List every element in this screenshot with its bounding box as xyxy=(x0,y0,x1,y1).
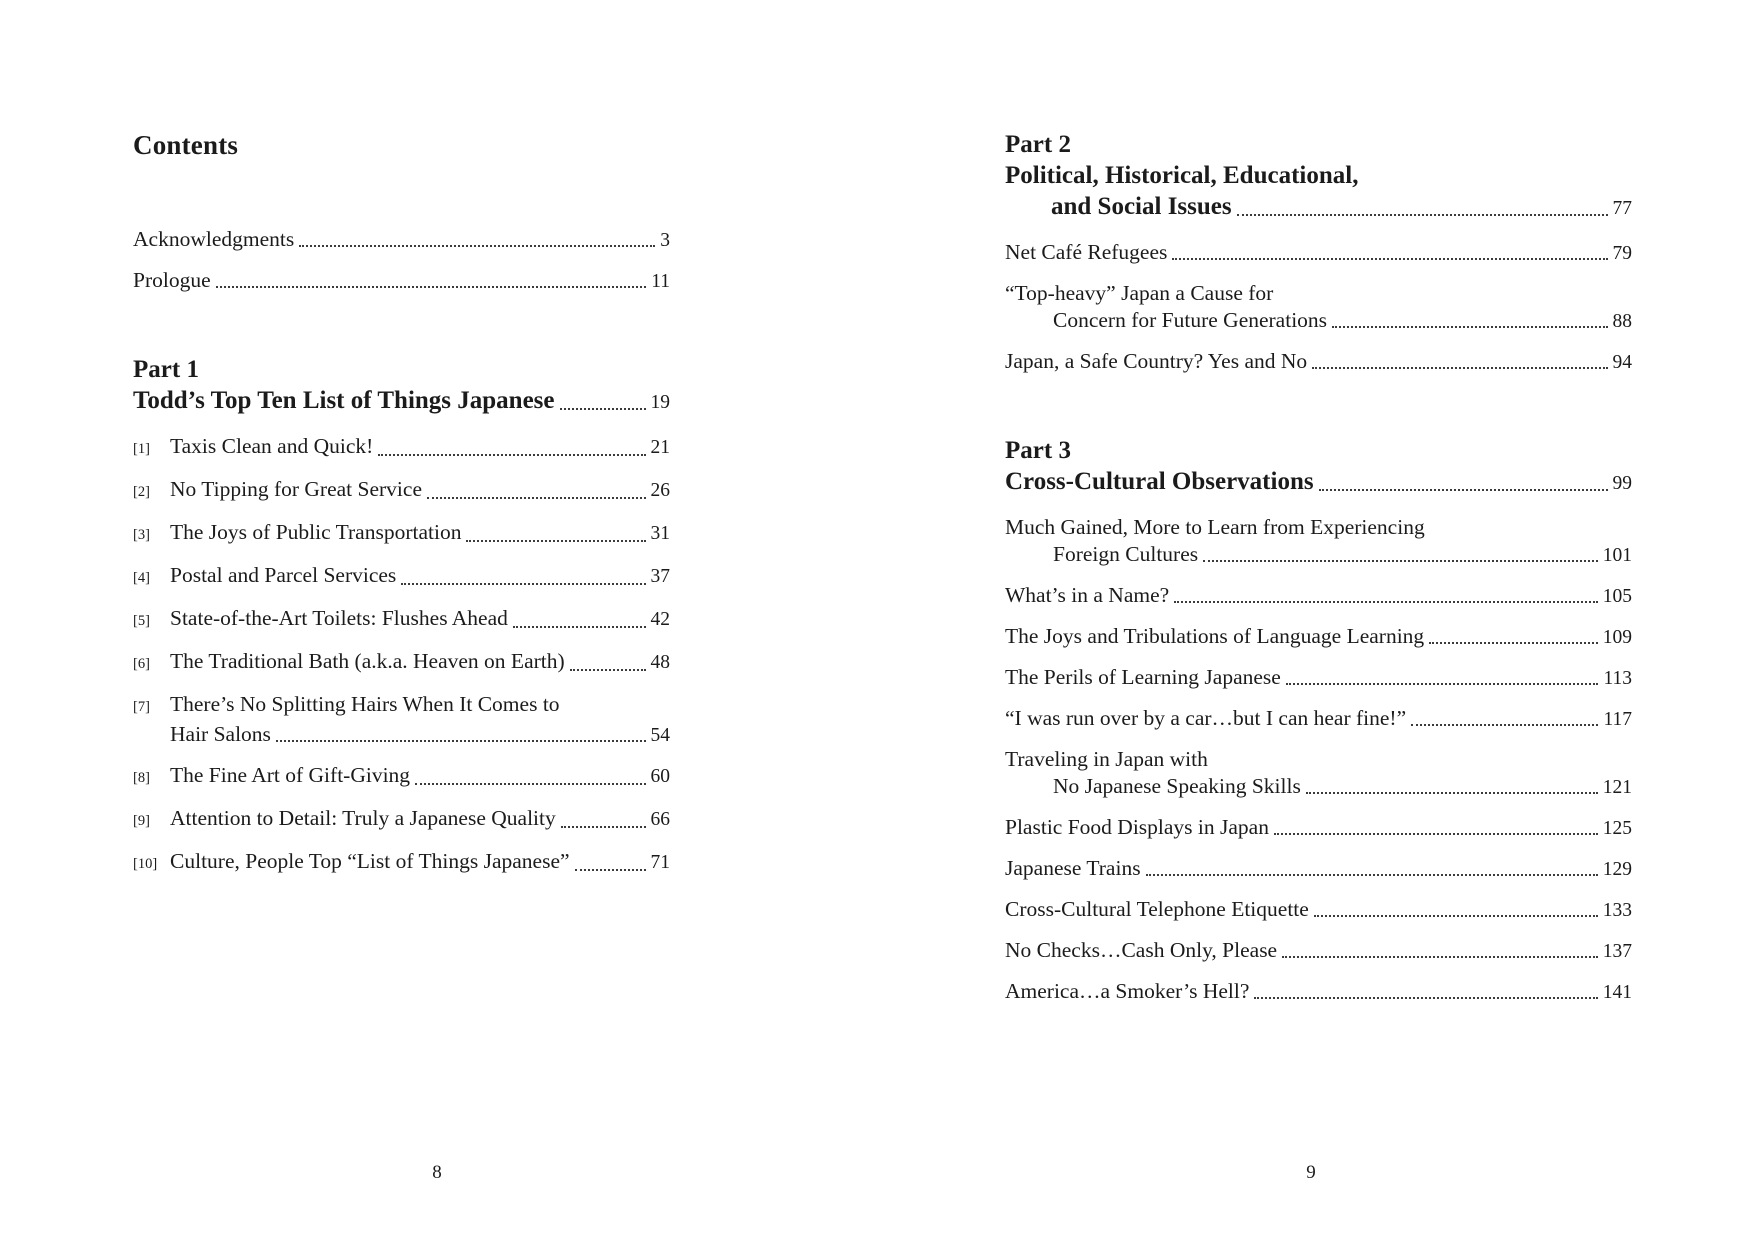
page-ref: 11 xyxy=(651,271,670,292)
part2-heading xyxy=(1005,130,1632,224)
toc-entry-label: “I was run over by a car…but I can hear fine!” xyxy=(1005,706,1407,730)
toc-entry-row xyxy=(1005,466,1632,499)
contents-title: Contents xyxy=(133,130,239,160)
toc-entry-row xyxy=(133,519,670,549)
toc-entry-label: No Japanese Speaking Skills xyxy=(1053,774,1301,798)
toc-entry xyxy=(1005,896,1632,924)
toc-entry-row xyxy=(1005,239,1632,267)
toc-entry-label: There’s No Splitting Hairs When It Comes to xyxy=(170,692,560,716)
toc-entry-row xyxy=(133,476,670,506)
toc-entry-label: Todd’s Top Ten List of Things Japanese xyxy=(133,387,555,414)
entry-number: [10] xyxy=(133,856,158,872)
toc-entry xyxy=(133,226,670,254)
page-ref: 129 xyxy=(1602,859,1632,880)
toc-entry-label: Acknowledgments xyxy=(133,227,295,251)
page-ref: 125 xyxy=(1602,818,1632,839)
toc-entry-label: and Social Issues xyxy=(1051,193,1232,220)
page-ref: 48 xyxy=(650,652,670,673)
dot-leader xyxy=(299,245,655,247)
part-kicker: Part 3 xyxy=(1005,437,1071,464)
page-ref: 26 xyxy=(650,480,670,501)
toc-entry xyxy=(1005,814,1632,842)
toc-entry-line1 xyxy=(1005,280,1632,307)
toc-entry-label: Prologue xyxy=(133,268,211,292)
toc-entry-label: Political, Historical, Educational, xyxy=(1005,162,1359,189)
dot-leader xyxy=(570,669,646,671)
entry-number: [1] xyxy=(133,441,150,457)
toc-entry-row xyxy=(133,762,670,792)
toc-entry xyxy=(1005,746,1632,801)
toc-entry-label: Japanese Trains xyxy=(1005,856,1141,880)
toc-entry xyxy=(133,805,670,835)
toc-entry-label: Attention to Detail: Truly a Japanese Quality xyxy=(170,806,556,830)
entry-number: [9] xyxy=(133,813,150,829)
toc-entry xyxy=(1005,514,1632,569)
dot-leader xyxy=(561,826,646,828)
part-title xyxy=(1005,466,1632,499)
toc-entry xyxy=(133,519,670,549)
page-ref: 54 xyxy=(650,725,670,746)
entry-number: [6] xyxy=(133,656,150,672)
dot-leader xyxy=(427,497,646,499)
dot-leader xyxy=(1254,997,1597,999)
toc-entry xyxy=(1005,582,1632,610)
dot-leader xyxy=(466,540,645,542)
dot-leader xyxy=(216,286,647,288)
toc-entry-line2 xyxy=(1005,191,1632,224)
toc-entry-label: State-of-the-Art Toilets: Flushes Ahead xyxy=(170,606,508,630)
toc-entry-row xyxy=(1005,814,1632,842)
part2-entry-list xyxy=(1005,239,1632,376)
toc-entry-label: Plastic Food Displays in Japan xyxy=(1005,815,1269,839)
toc-entry-label: Cross-Cultural Observations xyxy=(1005,468,1314,495)
dot-leader xyxy=(1174,601,1598,603)
page-ref: 105 xyxy=(1602,586,1632,607)
folio-left: 8 xyxy=(432,1162,442,1183)
entry-number: [4] xyxy=(133,570,150,586)
dot-leader xyxy=(1237,214,1608,216)
part-title xyxy=(1005,160,1632,224)
toc-entry-label: Japan, a Safe Country? Yes and No xyxy=(1005,349,1308,373)
toc-entry xyxy=(1005,664,1632,692)
toc-entry-row xyxy=(133,605,670,635)
dot-leader xyxy=(1172,258,1607,260)
toc-entry-label: Traveling in Japan with xyxy=(1005,747,1208,771)
toc-entry-label: The Traditional Bath (a.k.a. Heaven on Earth) xyxy=(170,649,565,673)
toc-entry-label: Cross-Cultural Telephone Etiquette xyxy=(1005,897,1309,921)
toc-entry xyxy=(133,433,670,463)
toc-entry-line2 xyxy=(1005,541,1632,569)
entry-number: [2] xyxy=(133,484,150,500)
toc-entry-line1 xyxy=(133,691,670,721)
toc-entry-row xyxy=(1005,978,1632,1006)
entry-number: [3] xyxy=(133,527,150,543)
dot-leader xyxy=(1411,724,1598,726)
dot-leader xyxy=(513,626,646,628)
dot-leader xyxy=(401,583,645,585)
toc-entry-label: Taxis Clean and Quick! xyxy=(170,434,374,458)
toc-entry-row xyxy=(1005,855,1632,883)
toc-entry xyxy=(133,691,670,749)
dot-leader xyxy=(276,740,646,742)
part3-heading xyxy=(1005,436,1632,499)
dot-leader xyxy=(1314,915,1598,917)
toc-entry-line2 xyxy=(1005,307,1632,335)
toc-entry xyxy=(1005,705,1632,733)
dot-leader xyxy=(1429,642,1598,644)
page-ref: 109 xyxy=(1602,627,1632,648)
dot-leader xyxy=(1312,367,1607,369)
toc-entry xyxy=(1005,280,1632,335)
toc-entry-row xyxy=(1005,348,1632,376)
toc-entry xyxy=(133,848,670,878)
toc-entry-line2 xyxy=(133,721,670,749)
page-ref: 79 xyxy=(1612,243,1632,264)
toc-entry-label: America…a Smoker’s Hell? xyxy=(1005,979,1250,1003)
part1-entry-list xyxy=(133,433,670,878)
toc-entry-label: No Tipping for Great Service xyxy=(170,477,422,501)
page-ref: 31 xyxy=(650,523,670,544)
page-ref: 77 xyxy=(1612,198,1632,219)
toc-entry-label: The Perils of Learning Japanese xyxy=(1005,665,1281,689)
toc-entry-label: No Checks…Cash Only, Please xyxy=(1005,938,1278,962)
toc-entry xyxy=(133,476,670,506)
page-ref: 88 xyxy=(1612,311,1632,332)
dot-leader xyxy=(1332,326,1607,328)
page-ref: 94 xyxy=(1612,352,1632,373)
toc-entry xyxy=(133,562,670,592)
part3-entry-list xyxy=(1005,514,1632,1006)
dot-leader xyxy=(560,408,646,410)
toc-entry xyxy=(1005,855,1632,883)
toc-entry-line1 xyxy=(1005,160,1632,191)
toc-entry xyxy=(133,648,670,678)
dot-leader xyxy=(1282,956,1598,958)
part-title xyxy=(133,385,670,418)
toc-entry-label: “Top-heavy” Japan a Cause for xyxy=(1005,281,1274,305)
toc-entry-label: Concern for Future Generations xyxy=(1053,308,1328,332)
page-ref: 113 xyxy=(1603,668,1632,689)
page-ref: 101 xyxy=(1602,545,1632,566)
entry-number: [5] xyxy=(133,613,150,629)
toc-entry-label: The Fine Art of Gift-Giving xyxy=(170,763,411,787)
entry-number: [7] xyxy=(133,699,150,715)
toc-entry-row xyxy=(1005,582,1632,610)
toc-entry-row xyxy=(133,848,670,878)
toc-entry-row xyxy=(133,385,670,418)
toc-entry-row xyxy=(133,226,670,254)
part1-heading xyxy=(133,355,670,418)
toc-entry xyxy=(133,605,670,635)
toc-entry-label: Culture, People Top “List of Things Japanese” xyxy=(170,849,570,873)
dot-leader xyxy=(575,869,646,871)
toc-entry-label: Much Gained, More to Learn from Experiencing xyxy=(1005,515,1425,539)
dot-leader xyxy=(1274,833,1598,835)
toc-entry-row xyxy=(133,648,670,678)
part1-block xyxy=(133,355,670,878)
toc-entry-row xyxy=(133,433,670,463)
toc-entry-row xyxy=(133,562,670,592)
page-ref: 21 xyxy=(650,437,670,458)
dot-leader xyxy=(1286,683,1599,685)
toc-entry-label: Foreign Cultures xyxy=(1053,542,1199,566)
entry-number: [8] xyxy=(133,770,150,786)
folio-right: 9 xyxy=(1306,1162,1316,1183)
contents-column-left xyxy=(133,130,670,891)
dot-leader xyxy=(1146,874,1598,876)
toc-entry xyxy=(1005,348,1632,376)
part-kicker: Part 2 xyxy=(1005,131,1071,158)
page-ref: 42 xyxy=(650,609,670,630)
toc-entry xyxy=(133,762,670,792)
toc-entry-row xyxy=(133,267,670,295)
page-ref: 117 xyxy=(1603,709,1632,730)
dot-leader xyxy=(1203,560,1598,562)
toc-entry-label: Postal and Parcel Services xyxy=(170,563,397,587)
toc-entry-row xyxy=(133,805,670,835)
toc-entry xyxy=(1005,937,1632,965)
page-ref: 71 xyxy=(650,852,670,873)
page-ref: 133 xyxy=(1602,900,1632,921)
toc-entry-row xyxy=(1005,664,1632,692)
toc-entry-row xyxy=(1005,705,1632,733)
dot-leader xyxy=(415,783,645,785)
toc-entry-line1 xyxy=(1005,514,1632,541)
contents-column-right xyxy=(1005,130,1632,1019)
toc-entry xyxy=(1005,239,1632,267)
part-kicker: Part 1 xyxy=(133,356,199,383)
toc-entry-row xyxy=(1005,623,1632,651)
toc-entry-row xyxy=(1005,896,1632,924)
page-ref: 3 xyxy=(660,230,670,251)
part3-block xyxy=(1005,436,1632,1006)
page-ref: 19 xyxy=(650,392,670,413)
toc-entry-label: The Joys and Tribulations of Language Learning xyxy=(1005,624,1425,648)
page-ref: 66 xyxy=(650,809,670,830)
toc-entry xyxy=(1005,978,1632,1006)
page-ref: 60 xyxy=(650,766,670,787)
toc-entry-label: What’s in a Name? xyxy=(1005,583,1170,607)
toc-entry-line2 xyxy=(1005,773,1632,801)
toc-entry-label: Net Café Refugees xyxy=(1005,240,1168,264)
toc-entry-label: The Joys of Public Transportation xyxy=(170,520,462,544)
front-matter-list xyxy=(133,226,670,295)
toc-entry-row xyxy=(1005,937,1632,965)
page-ref: 141 xyxy=(1602,982,1632,1003)
toc-entry-line1 xyxy=(1005,746,1632,773)
toc-entry-label: Hair Salons xyxy=(170,722,271,746)
page-ref: 99 xyxy=(1612,473,1632,494)
toc-entry xyxy=(133,267,670,295)
dot-leader xyxy=(1306,792,1598,794)
page-ref: 121 xyxy=(1602,777,1632,798)
toc-entry xyxy=(1005,623,1632,651)
dot-leader xyxy=(1319,489,1608,491)
page-ref: 137 xyxy=(1602,941,1632,962)
dot-leader xyxy=(378,454,645,456)
page-ref: 37 xyxy=(650,566,670,587)
